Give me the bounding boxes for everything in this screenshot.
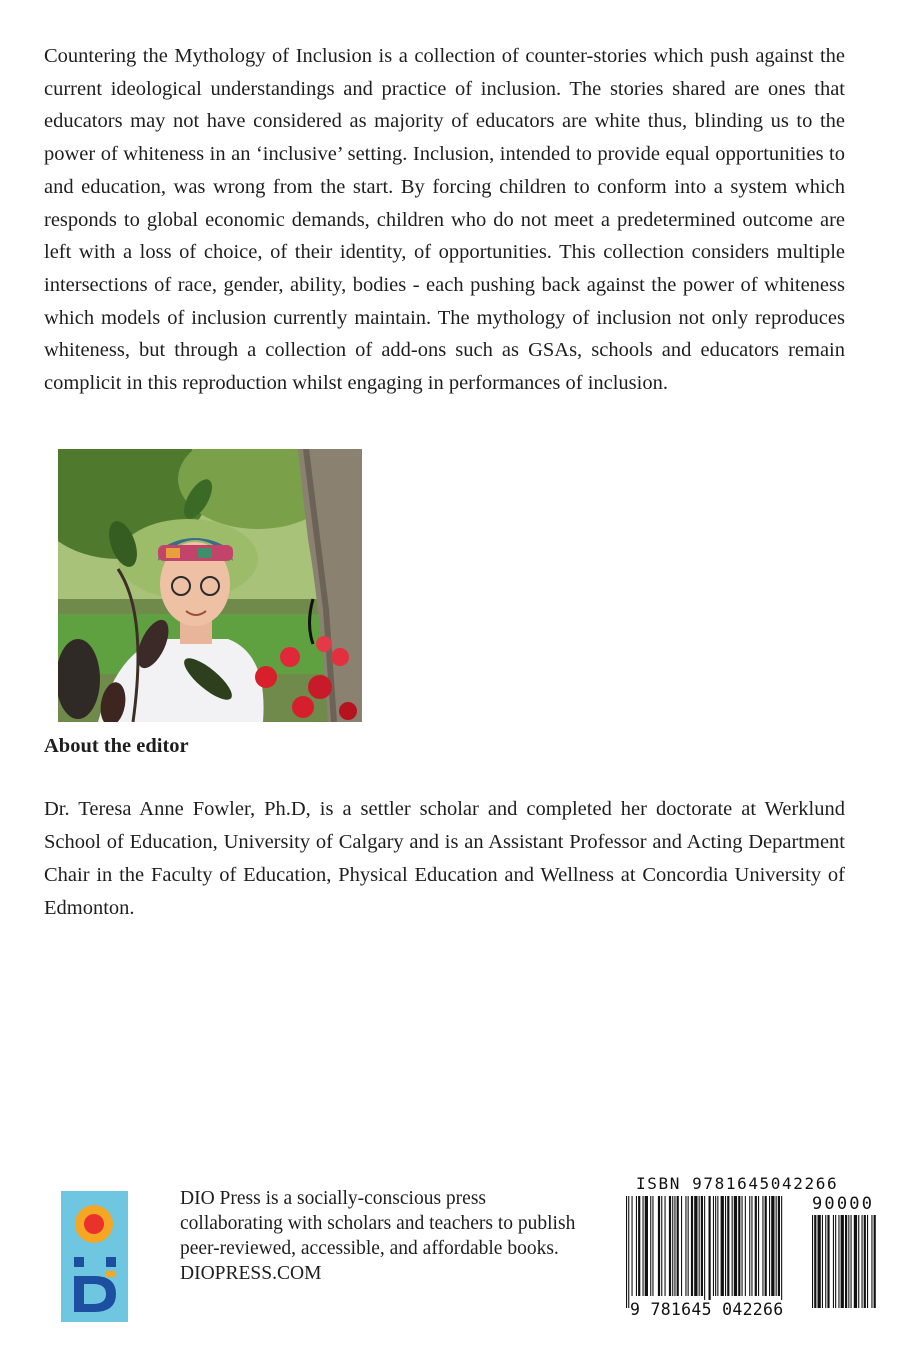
barcode-bar (825, 1215, 826, 1308)
barcode-bar (835, 1215, 836, 1308)
barcode-bar (709, 1196, 711, 1308)
ean-digits: 9 781645 042266 (630, 1300, 784, 1319)
barcode-bar (864, 1215, 866, 1308)
dio-press-logo (61, 1191, 128, 1322)
barcode-bar (638, 1196, 640, 1296)
isbn-barcode (626, 1196, 798, 1308)
barcode-bar (778, 1196, 780, 1296)
barcode-bar (742, 1196, 743, 1296)
barcode-bar (833, 1215, 834, 1308)
barcode-bar (874, 1215, 876, 1308)
barcode-bar (867, 1215, 868, 1308)
barcode-bar (688, 1196, 689, 1296)
barcode-bar (751, 1196, 752, 1296)
isbn-label: ISBN 9781645042266 (636, 1174, 839, 1193)
barcode-bar (674, 1196, 675, 1296)
barcode-bar (717, 1196, 718, 1296)
barcode-bar (715, 1196, 716, 1296)
barcode-bar (755, 1196, 757, 1296)
barcode-bar (636, 1196, 637, 1296)
barcode-bar (854, 1215, 857, 1308)
barcode-bar (734, 1196, 737, 1296)
barcode-bar (818, 1215, 821, 1308)
publisher-line: peer-reviewed, accessible, and affordable books. (180, 1238, 559, 1259)
barcode-bar (749, 1196, 750, 1296)
editor-bio: Dr. Teresa Anne Fowler, Ph.D, is a settler scholar and completed her doctorate at Werklund School of Education, University of Calgary and is an Assistant Professor and Acting Department Chair in the Faculty of Education, Physical Education and Wellness at Concordia University of Edmonton. (44, 798, 845, 919)
barcode-bar (845, 1215, 847, 1308)
barcode-bar (862, 1215, 863, 1308)
barcode-bar (694, 1196, 697, 1296)
barcode-bar (858, 1215, 859, 1308)
publisher-website: DIOPRESS.COM (180, 1263, 322, 1284)
barcode-bar (626, 1196, 627, 1308)
barcode-bar (871, 1215, 872, 1308)
barcode-bar (827, 1215, 829, 1308)
barcode-bar (838, 1215, 839, 1308)
barcode-bar (812, 1215, 813, 1308)
barcode-bar (776, 1196, 777, 1296)
barcode-bar (758, 1196, 759, 1296)
barcode-bar (628, 1196, 629, 1308)
barcode-bar (725, 1196, 726, 1296)
barcode-bar (691, 1196, 693, 1296)
barcode-bar (665, 1196, 666, 1296)
barcode-bar (713, 1196, 714, 1296)
barcode-bar (658, 1196, 660, 1296)
barcode-bar (721, 1196, 724, 1296)
barcode-bar (677, 1196, 679, 1296)
barcode-bar (681, 1196, 682, 1296)
barcode-bar (781, 1196, 782, 1308)
barcode-bar (732, 1196, 733, 1296)
barcode-bar (652, 1196, 653, 1296)
barcode-bar (685, 1196, 686, 1296)
barcode-bar (762, 1196, 763, 1296)
about-editor-heading: About the editor (44, 735, 189, 757)
barcode-addon-digits: 90000 (812, 1194, 875, 1214)
barcode-bar (672, 1196, 673, 1296)
barcode-bar (841, 1215, 844, 1308)
barcode-bar (645, 1196, 648, 1296)
price-addon-barcode (812, 1215, 884, 1320)
barcode-bar (727, 1196, 729, 1296)
barcode-bar (650, 1196, 651, 1296)
publisher-statement (180, 1186, 610, 1286)
barcode-bar (699, 1196, 700, 1296)
barcode-bar (701, 1196, 703, 1296)
barcode-bar (771, 1196, 774, 1296)
barcode-bar (765, 1196, 767, 1296)
barcode-bar (851, 1215, 852, 1308)
barcode-bar (632, 1196, 633, 1296)
publisher-line: DIO Press is a socially-conscious press (180, 1188, 486, 1209)
barcode-bar (643, 1196, 644, 1296)
blurb-text: Countering the Mythology of Inclusion is a collection of counter-stories which push against the current ideological understandings and practice of inclusion. The stories shared are ones that educators may not have considered as majority of educators are white thus, blinding us to the power of whiteness in an ‘inclusive’ setting. Inclusion, intended to provide equal opportunities to and education, was wrong from the start. By forcing children to conform into a system which responds to global economic demands, children who do not meet a predetermined outcome are left with a loss of choice, of their identity, of opportunities. This collection considers multiple intersections of race, gender, ability, bodies - each pushing back against the power of whiteness which models of inclusion currently maintain. The mythology of inclusion not only reproduces whiteness, but through a collection of add-ons such as GSAs, schools and educators remain complicit in this reproduction whilst engaging in performances of inclusion. (44, 45, 845, 395)
barcode-bar (738, 1196, 740, 1296)
barcode-bar (848, 1215, 849, 1308)
barcode-bar (769, 1196, 770, 1296)
barcode-bar (814, 1215, 816, 1308)
barcode-bar (661, 1196, 662, 1296)
barcode-bar (745, 1196, 746, 1296)
barcode-bar (704, 1196, 705, 1308)
editor-photo (58, 449, 362, 722)
publisher-line: collaborating with scholars and teachers to publish (180, 1213, 576, 1234)
barcode-bar (669, 1196, 671, 1296)
barcode-bar (822, 1215, 823, 1308)
